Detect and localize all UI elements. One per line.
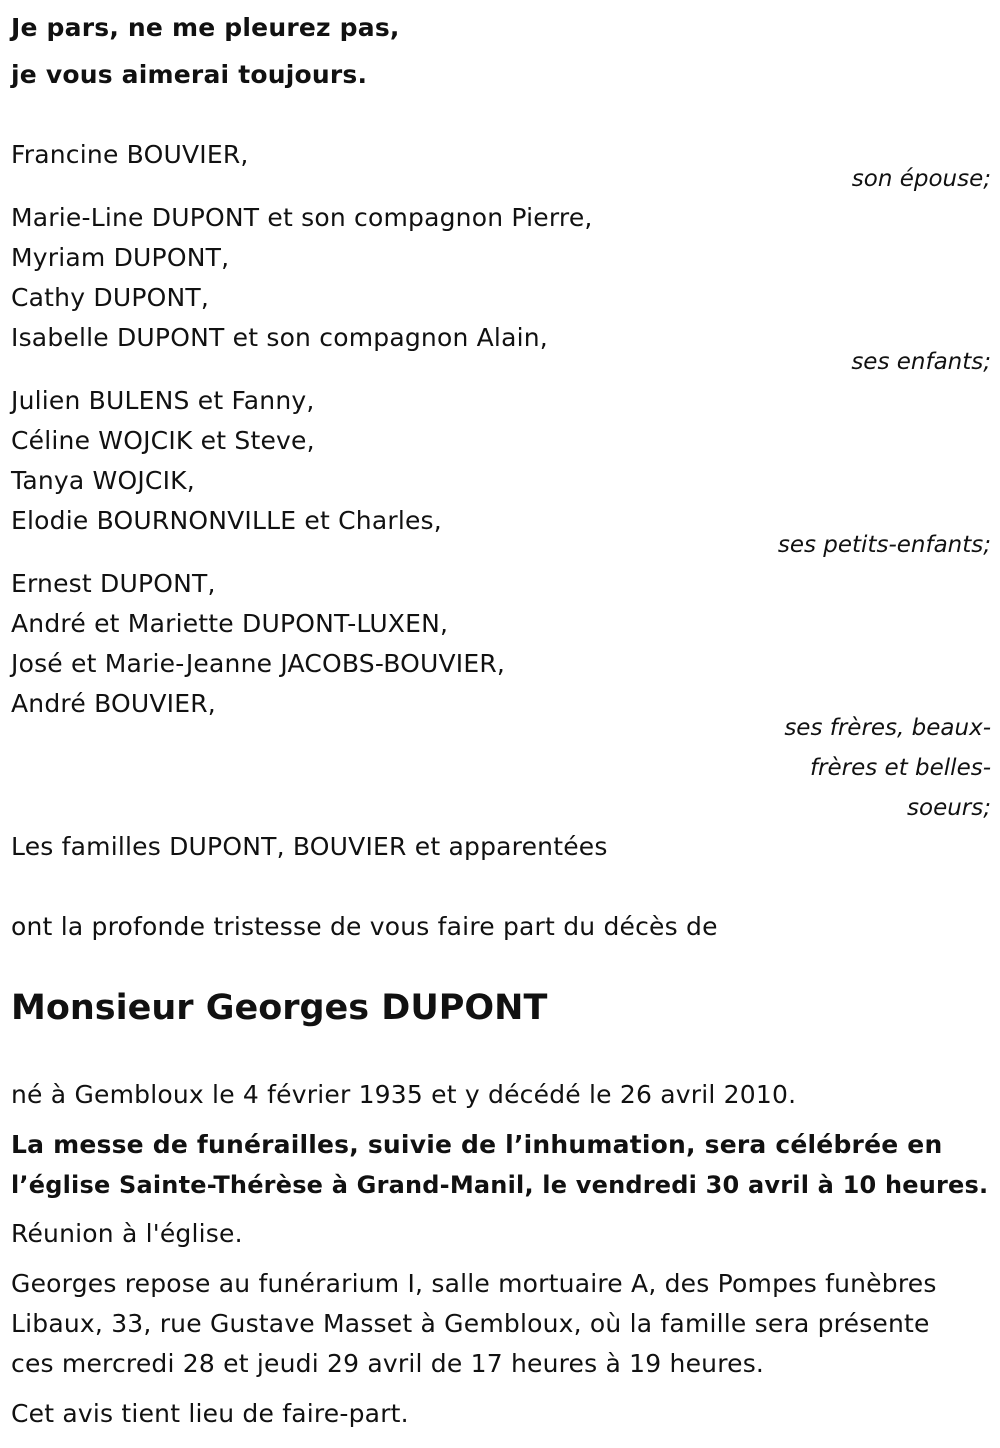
sibling-name-2: André et Mariette DUPONT-LUXEN, [11,609,449,638]
closing-line: Cet avis tient lieu de faire-part. [11,1399,409,1428]
sibling-name-4: André BOUVIER, [11,689,216,718]
deceased-name: Monsieur Georges DUPONT [11,988,548,1028]
funeral-line-2: l’église Sainte-Thérèse à Grand-Manil, le vendredi 30 avril à 10 heures. [11,1171,989,1199]
grandchild-name-4: Elodie BOURNONVILLE et Charles, [11,506,442,535]
grandchildren-role: ses petits-enfants; [777,532,991,558]
child-name-4: Isabelle DUPONT et son compagnon Alain, [11,323,548,352]
spouse-name: Francine BOUVIER, [11,140,249,169]
meeting-line: Réunion à l'église. [11,1219,243,1248]
visitation-line-3: ces mercredi 28 et jeudi 29 avril de 17 heures à 19 heures. [11,1349,765,1378]
families-line: Les familles DUPONT, BOUVIER et apparentées [11,832,608,861]
grandchild-name-2: Céline WOJCIK et Steve, [11,426,315,455]
child-name-2: Myriam DUPONT, [11,243,230,272]
siblings-role-line-3: soeurs; [907,795,991,821]
children-role: ses enfants; [851,349,991,375]
spouse-role: son épouse; [851,166,991,192]
grandchild-name-3: Tanya WOJCIK, [11,466,195,495]
visitation-line-2: Libaux, 33, rue Gustave Masset à Gembloux, où la famille sera présente [11,1309,930,1338]
birth-death-line: né à Gembloux le 4 février 1935 et y décédé le 26 avril 2010. [11,1080,797,1109]
child-name-1: Marie-Line DUPONT et son compagnon Pierre, [11,203,593,232]
announcement-line: ont la profonde tristesse de vous faire part du décès de [11,912,718,941]
siblings-role-line-1: ses frères, beaux- [784,715,991,741]
epigraph-line-1: Je pars, ne me pleurez pas, [11,13,400,42]
epigraph-line-2: je vous aimerai toujours. [11,60,368,89]
visitation-line-1: Georges repose au funérarium I, salle mortuaire A, des Pompes funèbres [11,1269,937,1298]
grandchild-name-1: Julien BULENS et Fanny, [11,386,315,415]
siblings-role-line-2: frères et belles- [809,755,991,781]
funeral-line-1: La messe de funérailles, suivie de l’inhumation, sera célébrée en [11,1130,943,1159]
child-name-3: Cathy DUPONT, [11,283,209,312]
sibling-name-1: Ernest DUPONT, [11,569,216,598]
sibling-name-3: José et Marie-Jeanne JACOBS-BOUVIER, [11,649,506,678]
